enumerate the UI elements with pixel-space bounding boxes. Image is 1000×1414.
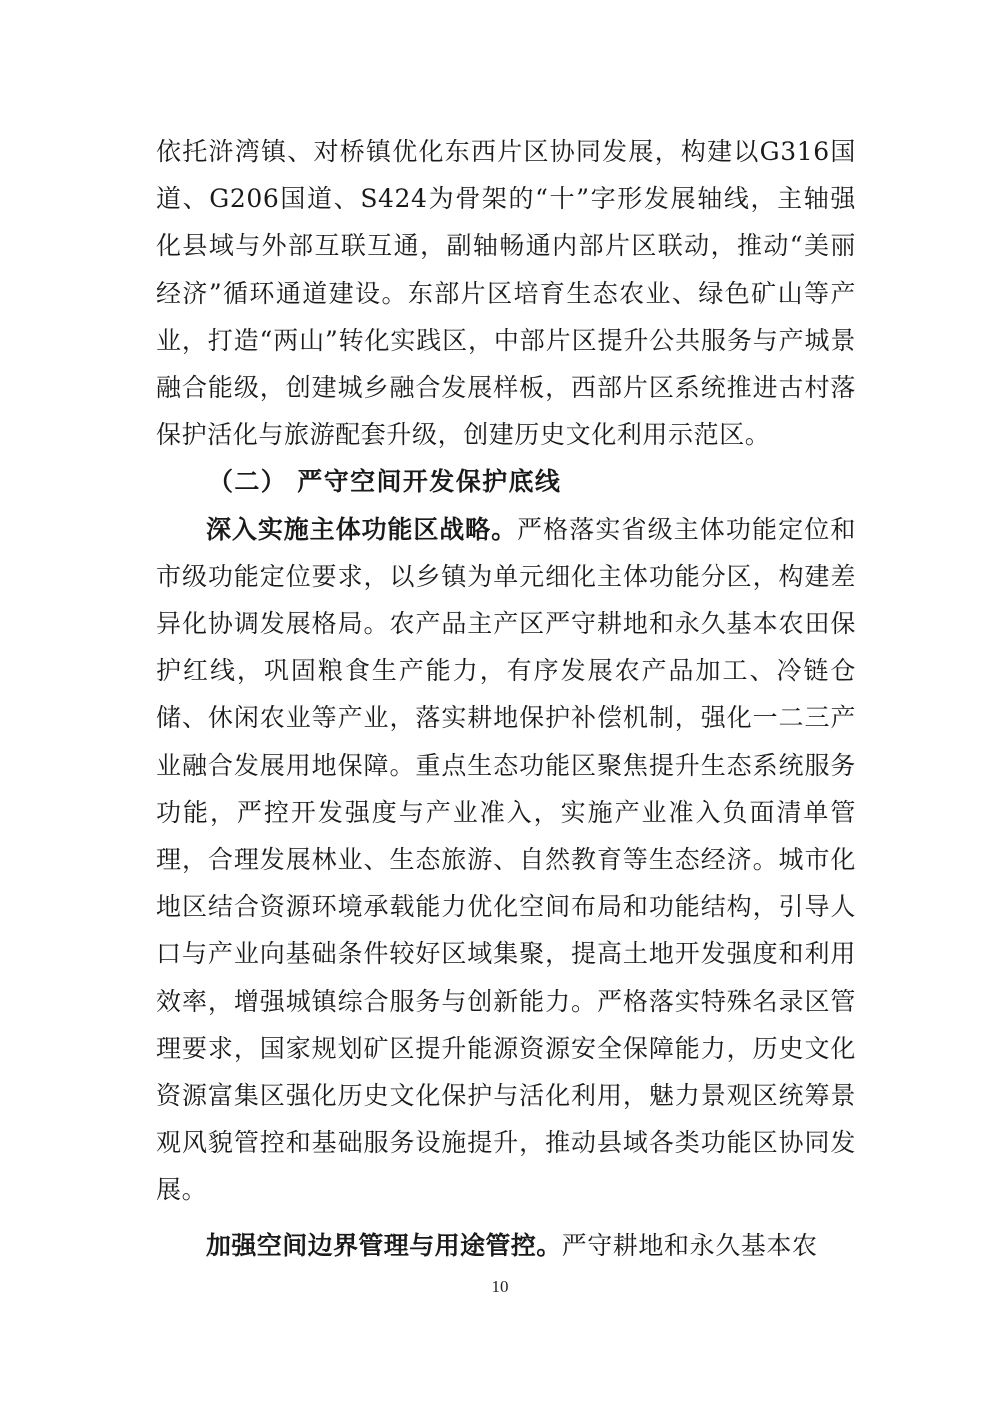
paragraph-lead-space-boundary: 加强空间边界管理与用途管控。 [206, 1230, 562, 1260]
paragraph-lead-main-function-zones: 深入实施主体功能区战略。 [206, 514, 517, 544]
paragraph-space-boundary [156, 1222, 856, 1269]
paragraph-regional-axis: 依托浒湾镇、对桥镇优化东西片区协同发展，构建以G316国道、G206国道、S424为骨架的“十”字形发展轴线，主轴强化县域与外部互联互通，副轴畅通内部片区联动，推动“美丽经济”循环通道建设。东部片区培育生态农业、绿色矿山等产业，打造“两山”转化实践区，中部片区提升公共服务与产城景融合能级，创建城乡融合发展样板，西部片区系统推进古村落保护活化与旅游配套升级，创建历史文化利用示范区。 [156, 137, 856, 450]
paragraph-gap [156, 1214, 856, 1222]
document-body [156, 128, 856, 1269]
paragraph-body-space-boundary: 严守耕地和永久基本农 [561, 1230, 818, 1260]
page-number: 10 [491, 1277, 509, 1296]
section-heading: （二） 严守空间开发保护底线 [208, 467, 562, 497]
paragraph-main-function-zones [156, 506, 856, 1214]
paragraph-body-main-function-zones: 严格落实省级主体功能定位和市级功能定位要求，以乡镇为单元细化主体功能分区，构建差异化协调发展格局。农产品主产区严守耕地和永久基本农田保护红线，巩固粮食生产能力，有序发展农产品加工、冷链仓储、休闲农业等产业，落实耕地保护补偿机制，强化一二三产业融合发展用地保障。重点生态功能区聚焦提升生态系统服务功能，严控开发强度与产业准入，实施产业准入负面清单管理，合理发展林业、生态旅游、自然教育等生态经济。城市化地区结合资源环境承载能力优化空间布局和功能结构，引导人口与产业向基础条件较好区域集聚，提高土地开发强度和利用效率，增强城镇综合服务与创新能力。严格落实特殊名录区管理要求，国家规划矿区提升能源资源安全保障能力，历史文化资源富集区强化历史文化保护与活化利用，魅力景观区统筹景观风貌管控和基础服务设施提升，推动县域各类功能区协同发展。 [156, 514, 856, 1205]
